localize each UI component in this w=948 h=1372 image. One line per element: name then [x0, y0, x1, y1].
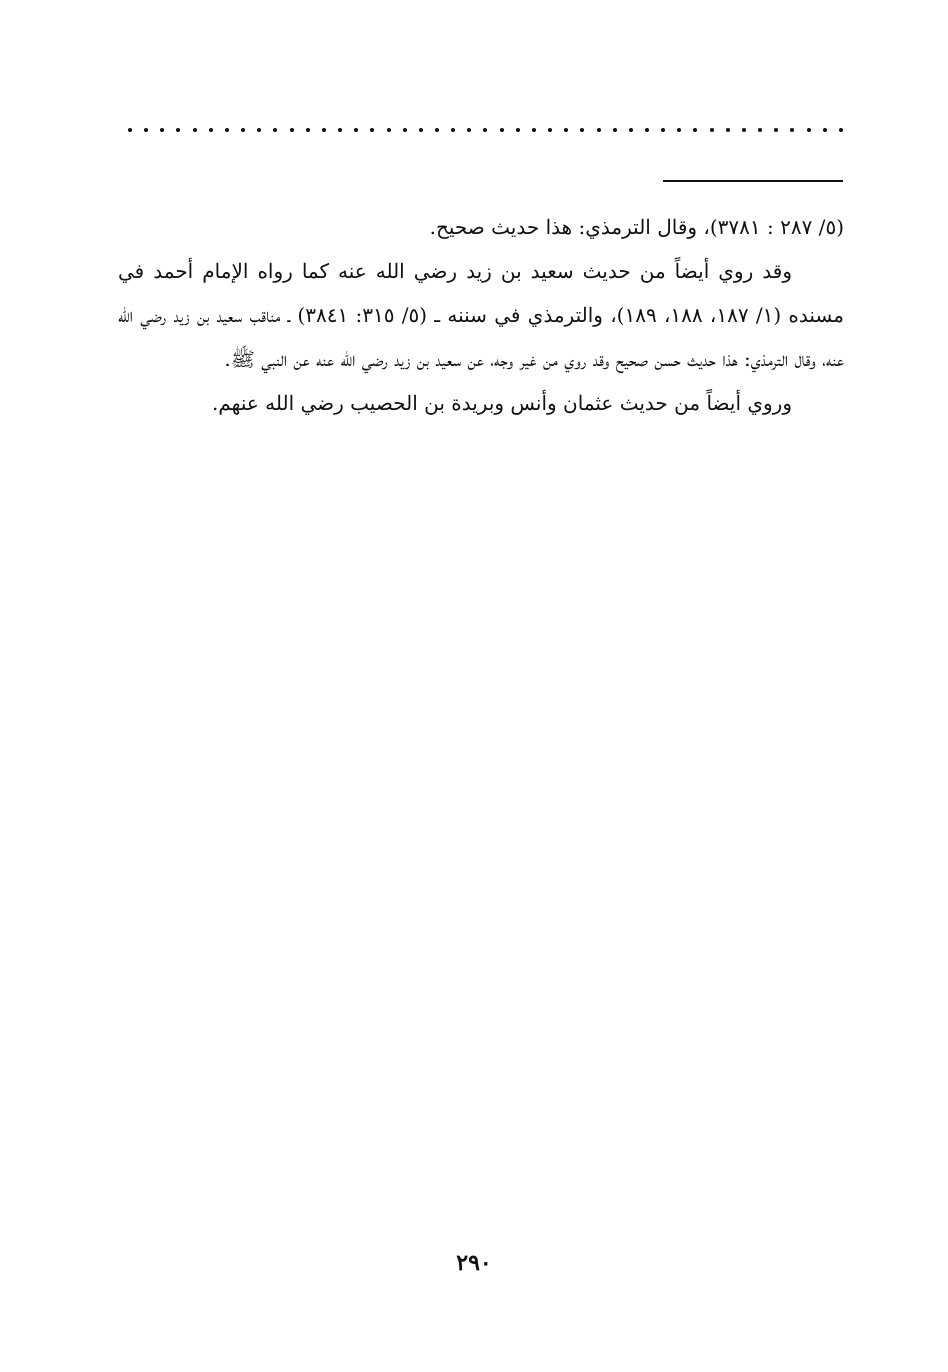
separator-dot — [693, 128, 697, 132]
separator-dot — [225, 128, 229, 132]
separator-dot — [467, 128, 471, 132]
separator-dot — [532, 128, 536, 132]
separator-dot — [645, 128, 649, 132]
footnote-paragraph: (٥/ ٢٨٧ : ٣٧٨١)، وقال الترمذي: هذا حديث صحيح. — [429, 215, 844, 239]
separator-dot — [597, 128, 601, 132]
separator-dot — [241, 128, 245, 132]
separator-dot — [273, 128, 277, 132]
separator-dot — [435, 128, 439, 132]
separator-dot — [257, 128, 261, 132]
separator-dot — [790, 128, 794, 132]
separator-dot — [661, 128, 665, 132]
separator-dot — [483, 128, 487, 132]
separator-dot — [209, 128, 213, 132]
separator-dot — [338, 128, 342, 132]
footnote-paragraph: وروي أيضاً من حديث عثمان وأنس وبريدة بن الحصيب رضي الله عنهم. — [211, 391, 792, 415]
separator-dot — [758, 128, 762, 132]
separator-dot — [823, 128, 827, 132]
page-number: ٢٩٠ — [456, 1250, 492, 1276]
dotted-separator — [128, 120, 843, 140]
separator-dot — [710, 128, 714, 132]
separator-dot — [354, 128, 358, 132]
separator-dot — [516, 128, 520, 132]
separator-dot — [403, 128, 407, 132]
separator-dot — [500, 128, 504, 132]
separator-dot — [128, 128, 132, 132]
separator-dot — [370, 128, 374, 132]
separator-dot — [807, 128, 811, 132]
separator-dot — [564, 128, 568, 132]
separator-dot — [548, 128, 552, 132]
separator-dot — [677, 128, 681, 132]
separator-dot — [193, 128, 197, 132]
footnote-rule — [663, 180, 843, 182]
separator-dot — [419, 128, 423, 132]
separator-dot — [613, 128, 617, 132]
separator-dot — [742, 128, 746, 132]
footnote-paragraph: وقد روي أيضاً من حديث سعيد بن زيد رضي الله عنه كما رواه الإمام أحمد في مسنده (١/ ١٨٧، ١٨٨، ١٨٩)، والترمذي في سننه ـ (٥/ ٣١٥: ٣٨٤١) ـ مناقب سعيد بن زيد رضي الله عنه، وقال الترمذي: هذا حديث حسن صحيح وقد روي من غير وجه، عن سعيد بن زيد رضي الله عنه عن النبي ﷺ. — [118, 259, 844, 371]
separator-dot — [580, 128, 584, 132]
separator-dot — [451, 128, 455, 132]
separator-dot — [839, 128, 843, 132]
separator-dot — [629, 128, 633, 132]
separator-dot — [290, 128, 294, 132]
separator-dot — [306, 128, 310, 132]
separator-dot — [726, 128, 730, 132]
separator-dot — [774, 128, 778, 132]
separator-dot — [176, 128, 180, 132]
separator-dot — [144, 128, 148, 132]
footnote-text — [118, 205, 844, 425]
separator-dot — [322, 128, 326, 132]
separator-dot — [387, 128, 391, 132]
separator-dot — [160, 128, 164, 132]
